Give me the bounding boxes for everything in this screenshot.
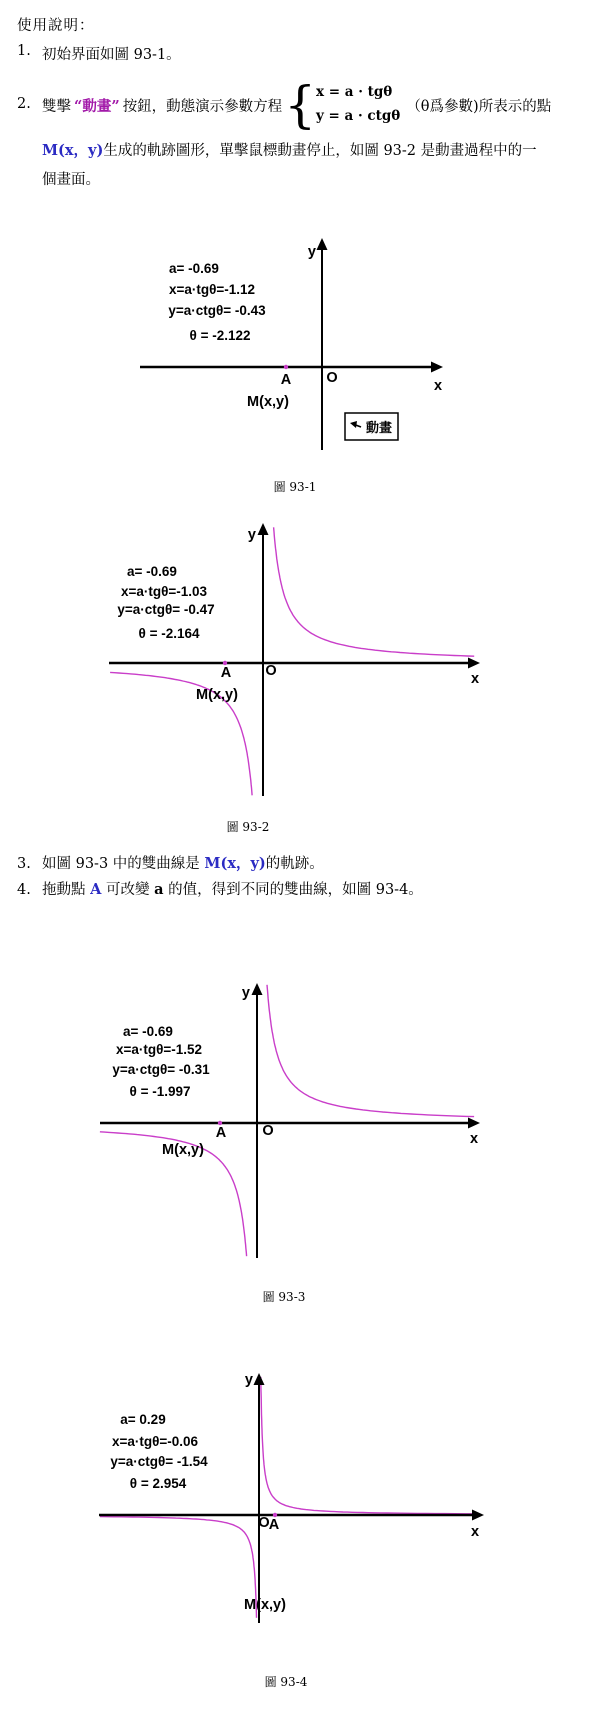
var-a-reference: a [154,881,164,898]
item2-number: 2. [17,96,31,112]
figure-93-4-caption: 圖 93-4 [264,1675,308,1689]
item2-line2-rest: 生成的軌跡圖形，單擊鼠標動畫停止，如圖 93-2 是動畫過程中的一 [103,143,537,159]
point-a-reference: A [90,881,102,898]
point-m-label: M(x,y) [196,687,238,703]
item2-pre: 雙擊 [42,98,71,115]
item4-post: 的值，得到不同的雙曲線，如圖 93-4。 [163,882,423,898]
x-axis-arrow-icon [468,1118,480,1129]
hyperbola-branch-q3 [100,1517,257,1618]
equation-y: y = a · ctgθ [316,108,401,124]
item1-number: 1. [17,43,31,59]
hyperbola-branch-q1 [267,985,474,1117]
item4-text [42,877,423,903]
item2-mid: 按鈕，動態演示參數方程 [122,98,283,115]
item2-line2 [42,138,551,164]
param-readout-line-1: a= -0.69 [123,1024,173,1039]
item3-text [42,851,324,877]
instruction-items-3-4 [17,851,592,903]
y-axis-arrow-icon [317,238,328,250]
figure-93-4 [0,1365,600,1630]
point-a-label: A [280,372,292,388]
param-readout-line-2: x=a·tgθ=-0.06 [111,1434,199,1449]
figure-93-3 [0,975,600,1260]
param-readout-line-3: y=a·ctgθ= -1.54 [110,1454,208,1469]
item4-mid: 可改變 [101,882,155,898]
param-readout-line-1: a= -0.69 [127,564,177,579]
point-m-label: M(x,y) [247,394,289,410]
param-readout-line-3: y=a·ctgθ= -0.31 [112,1062,210,1077]
x-axis-label: x [470,671,480,687]
point-a-label: A [268,1517,280,1533]
item2-body [42,76,551,193]
item4-number: 4. [17,882,31,898]
param-readout-line-4: θ = -1.997 [129,1084,191,1099]
y-axis-arrow-icon [258,523,269,535]
point-a-marker[interactable] [284,365,288,369]
param-readout-line-4: θ = 2.954 [129,1476,187,1491]
x-axis-label: x [470,1524,480,1540]
instruction-item-2 [17,76,600,193]
item2-post: （θ爲參數)所表示的點 [406,98,552,115]
instruction-item-3 [17,851,592,877]
param-readout-line-2: x=a·tgθ=-1.12 [168,282,256,297]
point-a-marker[interactable] [223,661,227,665]
y-axis-arrow-icon [254,1373,265,1385]
param-readout-line-4: θ = -2.164 [138,626,200,641]
x-axis-arrow-icon [468,658,480,669]
origin-label: O [258,1515,270,1531]
figure-93-3-caption: 圖 93-3 [262,1290,306,1304]
y-axis-label: y [244,1372,253,1388]
y-axis-label: y [307,244,316,260]
point-m-reference: M(x，y) [42,142,104,159]
hyperbola-branch-q1 [274,527,475,656]
instruction-item-4 [17,877,592,903]
item2-line1 [42,76,551,134]
instructions-block [0,8,600,193]
x-axis-label: x [469,1131,479,1147]
page-title: 使用說明： [17,18,95,34]
y-axis-label: y [247,527,256,543]
figure-93-1-caption: 圖 93-1 [273,480,317,494]
parametric-equations [316,81,400,128]
hyperbola-branch-q1 [261,1377,477,1514]
item3-post: 的軌跡。 [265,856,324,872]
origin-label: O [262,1123,274,1139]
item2-line3: 個畫面。 [42,172,100,188]
point-a-marker[interactable] [218,1121,222,1125]
param-readout-line-4: θ = -2.122 [189,328,251,343]
figure-93-2 [0,515,600,800]
item4-pre: 拖動點 [42,882,91,898]
item3-pre: 如圖 93-3 中的雙曲線是 [42,856,205,872]
figure-93-2-caption: 圖 93-2 [226,820,270,834]
point-a-label: A [220,665,232,681]
y-axis-label: y [241,985,250,1001]
animate-button-reference: “動畫” [74,97,120,115]
point-m-label: M(x,y) [162,1142,204,1158]
item1-text: 初始界面如圖 93-1。 [42,47,181,63]
y-axis-arrow-icon [252,983,263,995]
param-readout-line-1: a= -0.69 [169,261,219,276]
animate-button-label[interactable]: 動畫 [365,421,393,436]
origin-label: O [326,370,338,386]
point-a-marker[interactable] [273,1513,277,1517]
x-axis-arrow-icon [472,1510,484,1521]
param-readout-line-1: a= 0.29 [120,1412,166,1427]
param-readout-line-3: y=a·ctgθ= -0.47 [117,602,215,617]
equation-x: x = a · tgθ [316,84,393,101]
equation-brace: { [284,75,316,134]
animate-button[interactable] [345,413,398,440]
param-readout-line-2: x=a·tgθ=-1.03 [120,584,208,599]
point-a-label: A [215,1125,227,1141]
x-axis-arrow-icon [431,362,443,373]
point-m-label: M(x,y) [244,1597,286,1613]
item3-number: 3. [17,856,31,872]
origin-label: O [265,663,277,679]
instruction-item-1 [17,43,600,64]
param-readout-line-2: x=a·tgθ=-1.52 [115,1042,203,1057]
figure-93-1 [0,210,600,476]
point-m-reference: M(x，y) [204,855,266,872]
param-readout-line-3: y=a·ctgθ= -0.43 [168,303,266,318]
x-axis-label: x [433,378,443,394]
